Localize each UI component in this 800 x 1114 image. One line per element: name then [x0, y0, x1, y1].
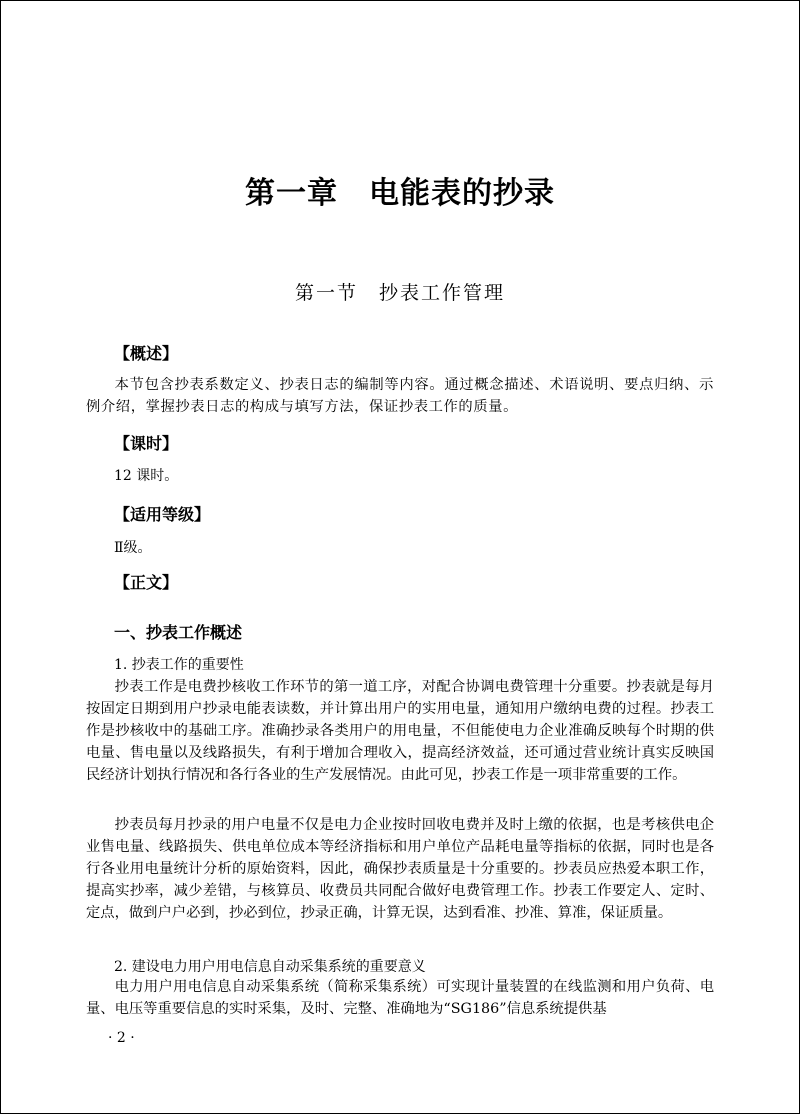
level-heading: 【适用等级】	[114, 505, 211, 524]
item2-title: 2. 建设电力用户用电信息自动采集系统的重要意义	[114, 959, 426, 975]
page-number: · 2 ·	[108, 1030, 135, 1046]
item1-title: 1. 抄表工作的重要性	[114, 657, 244, 673]
paragraph-3: 电力用户用电信息自动采集系统（简称采集系统）可实现计量装置的在线监测和用户负荷、电量、电压等重要信息的实时采集，及时、完整、准确地为“SG186”信息系统提供基	[86, 979, 714, 1017]
class-hours-text: 12 课时。	[114, 468, 179, 484]
overview-text: 本节包含抄表系数定义、抄表日志的编制等内容。通过概念描述、术语说明、要点归纳、示例介绍，掌握抄表日志的构成与填写方法，保证抄表工作的质量。	[86, 377, 714, 415]
section-title: 第一节 抄表工作管理	[294, 282, 505, 304]
paragraph-1: 抄表工作是电费抄核收工作环节的第一道工序，对配合协调电费管理十分重要。抄表就是每月按固定日期到用户抄录电能表读数，并计算出用户的实用电量，通知用户缴纳电费的过程。抄表工作是抄核收中的基础工序。准确抄录各类用户的用电量，不但能使电力企业准确反映每个时期的供电量、售电量以及线路损失，有利于增加合理收入，提高经济效益，还可通过营业统计真实反映国民经济计划执行情况和各行各业的生产发展情况。由此可见，抄表工作是一项非常重要的工作。	[86, 679, 714, 783]
level-text: Ⅱ级。	[114, 540, 152, 556]
paragraph-2: 抄表员每月抄录的用户电量不仅是电力企业按时回收电费并及时上缴的依据，也是考核供电企业售电量、线路损失、供电单位成本等经济指标和用户单位产品耗电量等指标的依据，同时也是各行各业用电量统计分析的原始资料，因此，确保抄表质量是十分重要的。抄表员应热爱本职工作，提高实抄率，减少差错，与核算员、收费员共同配合做好电费管理工作。抄表工作要定人、定时、定点，做到户户必到，抄必到位，抄录正确，计算无误，达到看准、抄准、算准，保证质量。	[86, 817, 714, 921]
overview-heading: 【概述】	[114, 344, 179, 363]
chapter-title: 第一章 电能表的抄录	[245, 176, 555, 211]
body-heading: 【正文】	[114, 573, 179, 592]
class-hours-heading: 【课时】	[114, 434, 179, 453]
part1-title: 一、抄表工作概述	[114, 623, 243, 642]
